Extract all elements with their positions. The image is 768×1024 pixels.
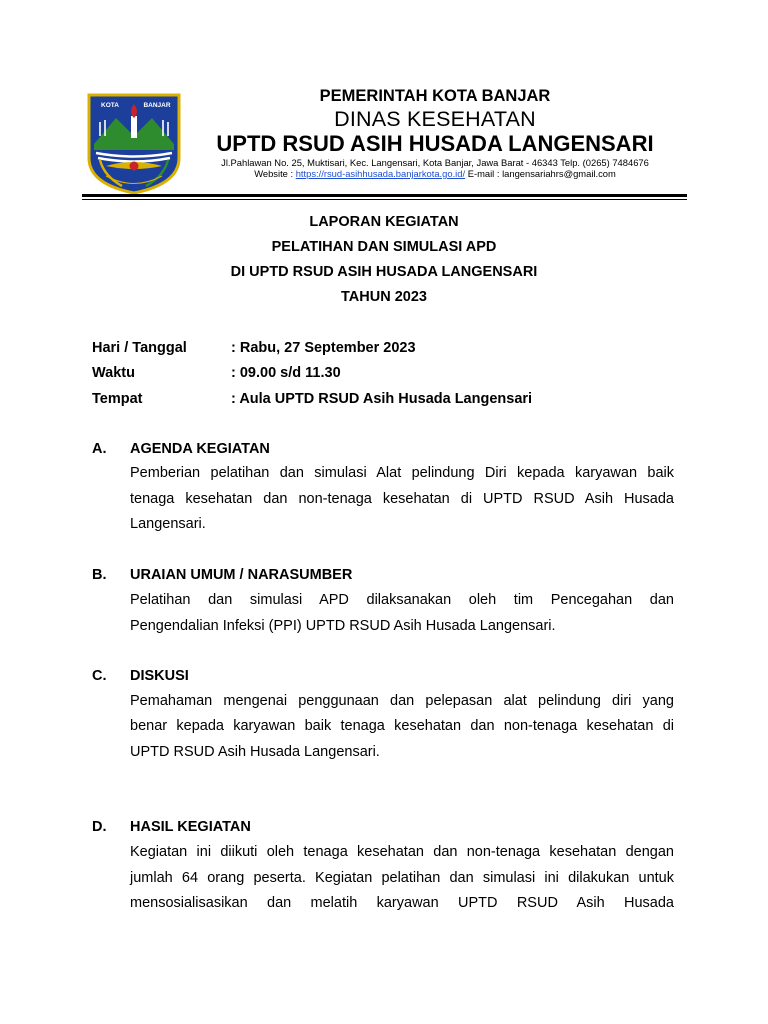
section-d-line-2: jumlah 64 orang peserta. Kegiatan pelatihan dan simulasi ini dilakukan untuk [130, 870, 674, 886]
section-c-letter: C. [92, 668, 107, 684]
section-a-line-3: Langensari. [130, 516, 206, 532]
section-a-line-1: Pemberian pelatihan dan simulasi Alat pelindung Diri kepada karyawan baik [130, 465, 674, 481]
letterhead-department: DINAS KESEHATAN [334, 107, 536, 131]
letterhead-divider-thin [82, 199, 687, 200]
website-label: Website : [254, 168, 296, 179]
letterhead-institution: UPTD RSUD ASIH HUSADA LANGENSARI [216, 131, 654, 156]
letterhead-address: Jl.Pahlawan No. 25, Muktisari, Kec. Langensari, Kota Banjar, Jawa Barat - 46343 Telp. (0265) 7484676 [221, 157, 649, 168]
letterhead-contact [190, 168, 680, 179]
report-title-line-4: TAHUN 2023 [341, 289, 427, 305]
section-d-line-1: Kegiatan ini diikuti oleh tenaga kesehatan dan non-tenaga kesehatan dengan [130, 844, 674, 860]
email-text: E-mail : langensariahrs@gmail.com [465, 168, 616, 179]
section-d-letter: D. [92, 819, 107, 835]
info-value-place: : Aula UPTD RSUD Asih Husada Langensari [231, 391, 533, 407]
section-a-letter: A. [92, 441, 107, 457]
section-a-heading: AGENDA KEGIATAN [130, 441, 270, 457]
section-d-heading: HASIL KEGIATAN [130, 819, 251, 835]
section-b-line-1: Pelatihan dan simulasi APD dilaksanakan oleh tim Pencegahan dan [130, 592, 674, 608]
section-c-line-3: UPTD RSUD Asih Husada Langensari. [130, 744, 380, 760]
info-label-place: Tempat [92, 391, 143, 407]
section-b-heading: URAIAN UMUM / NARASUMBER [130, 567, 353, 583]
section-c-line-2: benar kepada karyawan baik tenaga kesehatan dan non-tenaga kesehatan di [130, 718, 674, 734]
section-b-letter: B. [92, 567, 107, 583]
letterhead-government: PEMERINTAH KOTA BANJAR [319, 87, 551, 105]
report-title-line-1: LAPORAN KEGIATAN [309, 214, 459, 230]
section-a-line-2: tenaga kesehatan dan non-tenaga kesehatan di UPTD RSUD Asih Husada [130, 491, 674, 507]
info-label-date: Hari / Tanggal [92, 340, 187, 356]
report-title-line-3: DI UPTD RSUD ASIH HUSADA LANGENSARI [230, 264, 538, 280]
section-c-line-1: Pemahaman mengenai penggunaan dan pelepasan alat pelindung diri yang [130, 693, 674, 709]
letterhead-divider-thick [82, 194, 687, 197]
kota-banjar-emblem-icon [86, 92, 182, 196]
info-label-time: Waktu [92, 365, 135, 381]
info-value-date: : Rabu, 27 September 2023 [231, 340, 416, 356]
section-d-line-3: mensosialisasikan dan melatih karyawan UPTD RSUD Asih Husada [130, 895, 674, 911]
info-value-time: : 09.00 s/d 11.30 [231, 365, 341, 381]
section-c-heading: DISKUSI [130, 668, 189, 684]
section-b-line-2: Pengendalian Infeksi (PPI) UPTD RSUD Asih Husada Langensari. [130, 618, 556, 634]
report-title-line-2: PELATIHAN DAN SIMULASI APD [271, 239, 497, 255]
svg-text:BANJAR: BANJAR [143, 102, 171, 109]
website-link[interactable]: https://rsud-asihhusada.banjarkota.go.id/ [295, 168, 466, 179]
svg-text:KOTA: KOTA [101, 102, 119, 109]
